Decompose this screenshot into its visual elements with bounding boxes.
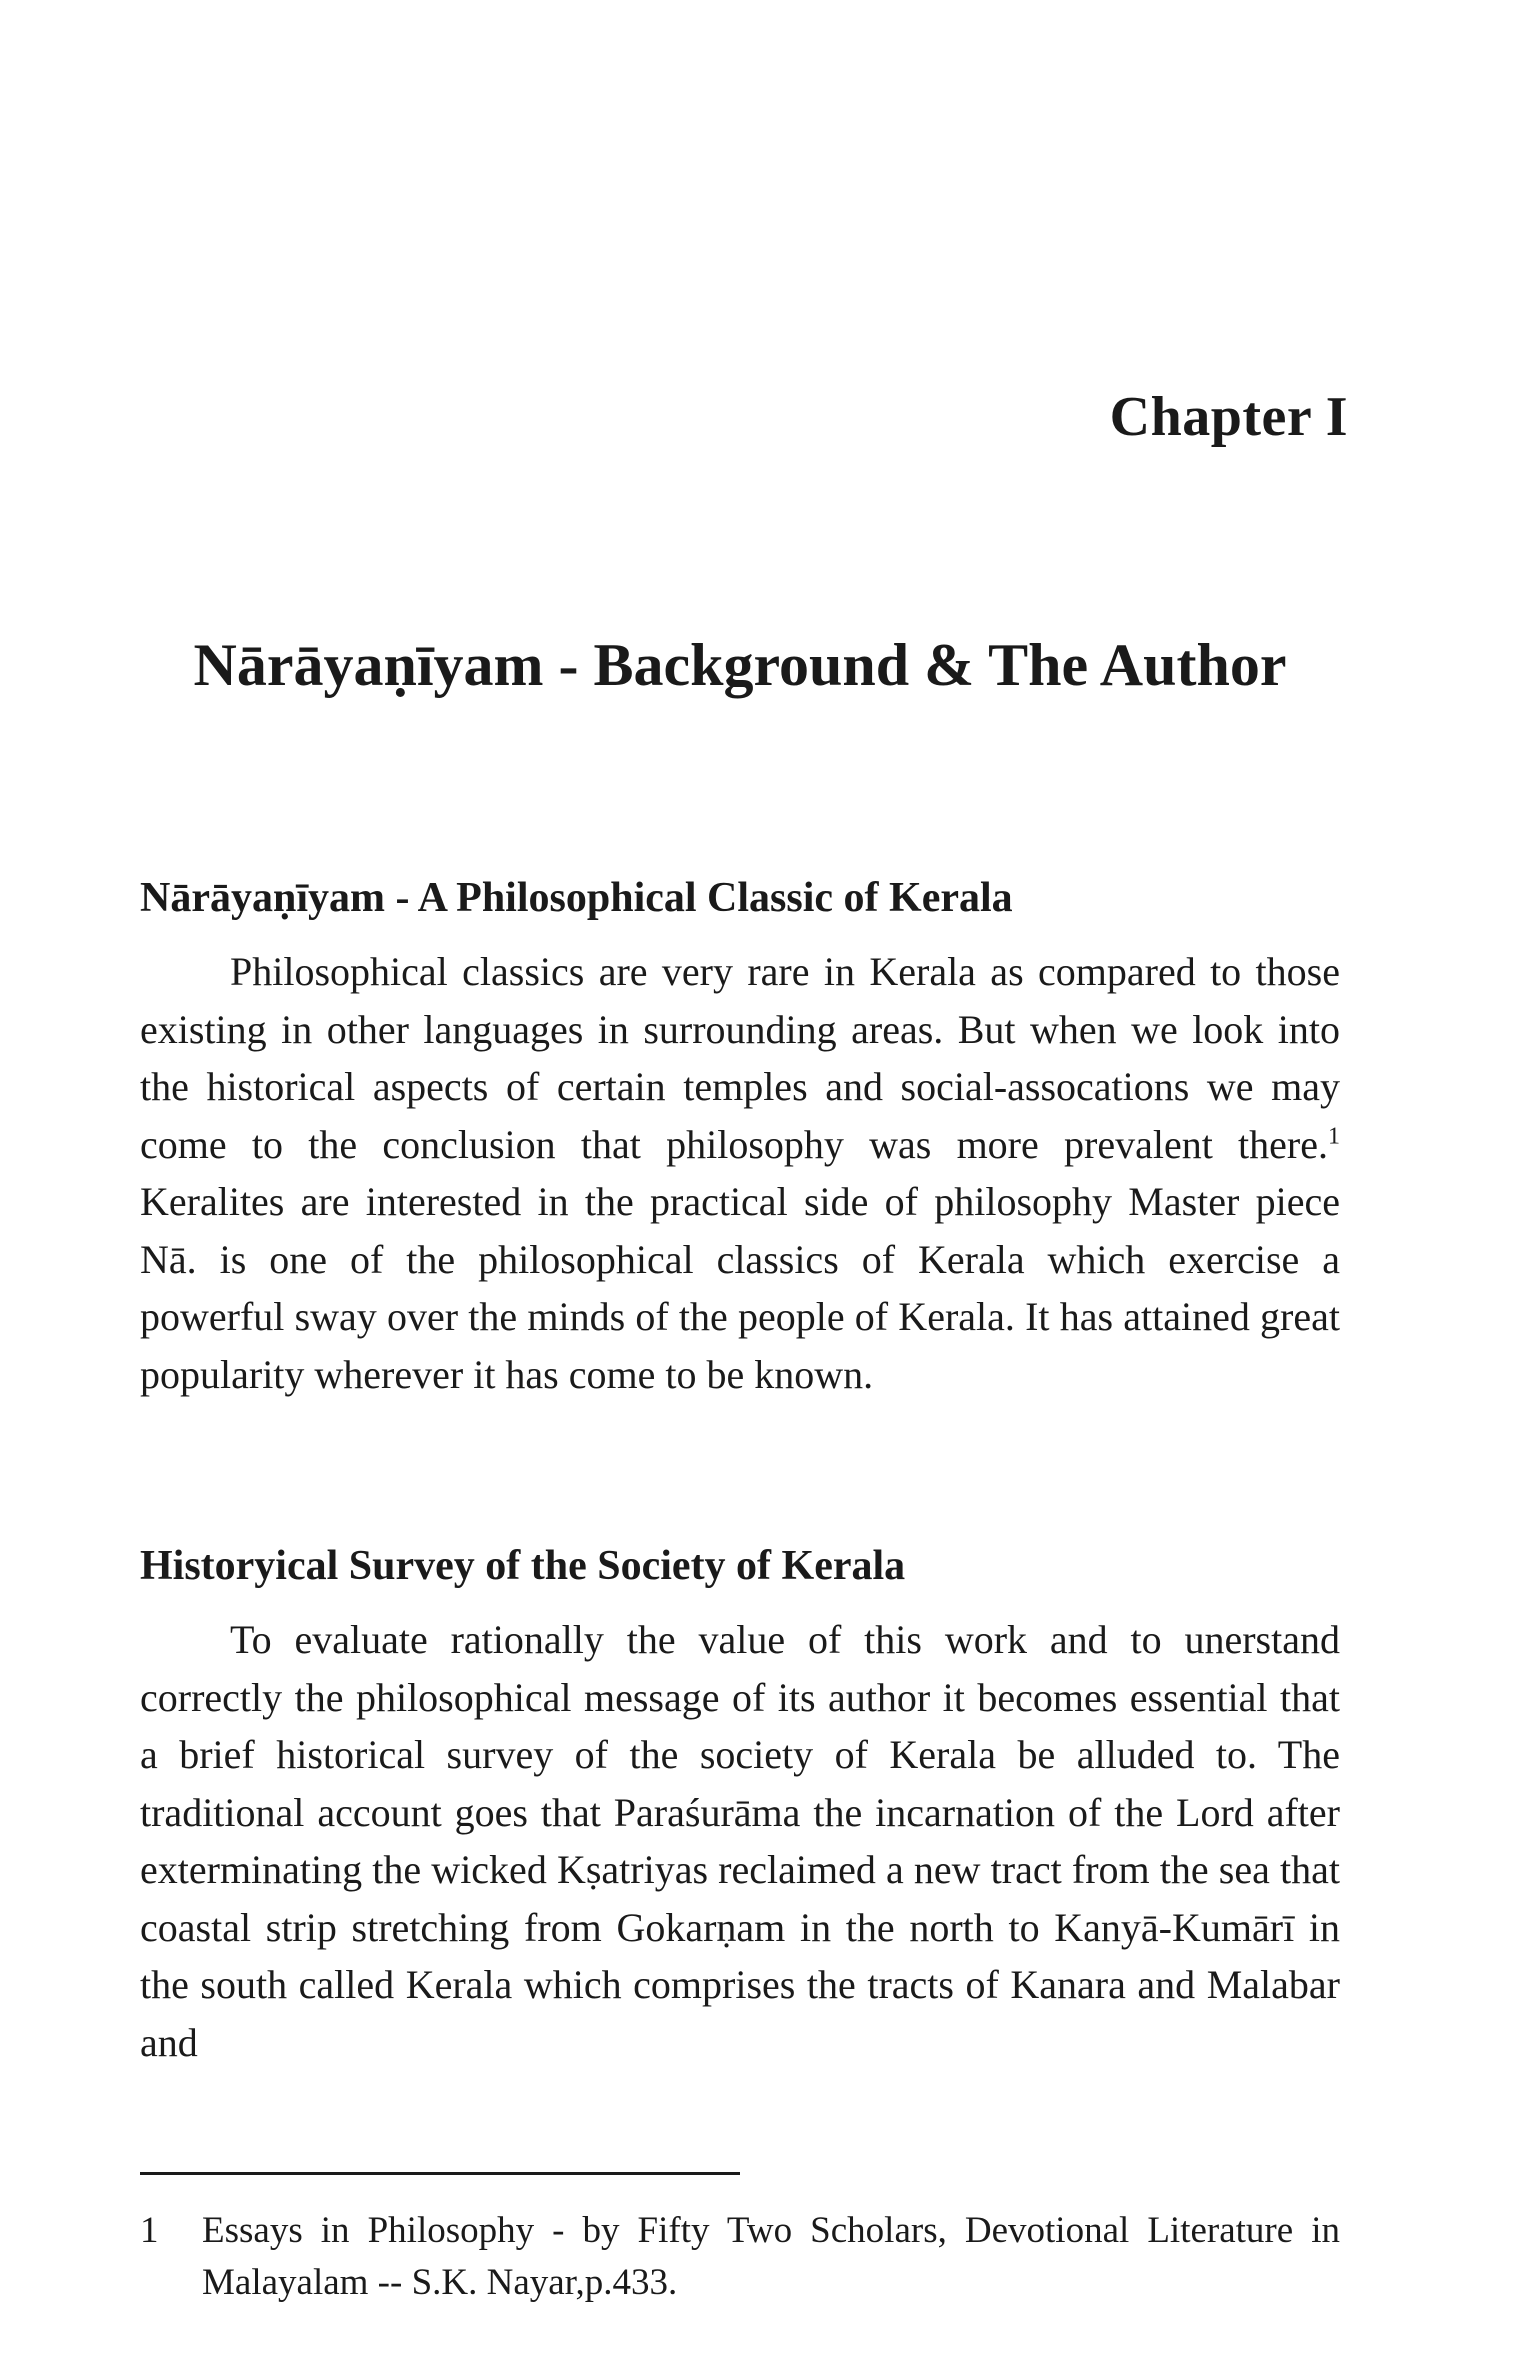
footnote-text: Essays in Philosophy - by Fifty Two Scholars, Devotional Literature in Malayalam -- S.K. Nayar,p.433.	[202, 2210, 1340, 2303]
footnote-marker: 1	[140, 2210, 159, 2251]
paragraph-text-before-note: Philosophical classics are very rare in Kerala as compared to those existing in other languages in surrounding areas. But when we look into the historical aspects of certain temples and social-assocations we may come to the conclusion that philosophy was more prevalent there.	[140, 949, 1340, 1167]
paragraph-philosophical-classic	[140, 943, 1340, 1403]
paragraph-historical-survey	[140, 1611, 1340, 2071]
section-heading-historical-survey: Historyical Survey of the Society of Kerala	[140, 1543, 906, 1589]
chapter-title: Nārāyaṇīyam - Background & The Author	[193, 632, 1287, 698]
section-heading-philosophical-classic: Nārāyaṇīyam - A Philosophical Classic of Kerala	[140, 875, 1013, 921]
paragraph-text-after-note: Keralites are interested in the practical side of philosophy Master piece Nā. is one of the philosophical classics of Kerala which exercise a powerful sway over the minds of the people of Kerala. It has attained great popularity wherever it has come to be known.	[140, 1179, 1340, 1397]
chapter-label: Chapter I	[1109, 386, 1348, 448]
footnote	[140, 2205, 1340, 2309]
footnote-divider	[140, 2172, 740, 2175]
footnote-reference: 1	[1328, 1123, 1340, 1150]
paragraph-text: To evaluate rationally the value of this work and to unerstand correctly the philosophical message of its author it becomes essential that a brief historical survey of the society of Kerala be alluded to. The traditional account goes that Paraśurāma the incarnation of the Lord after exterminating the wicked Kṣatriyas reclaimed a new tract from the sea that coastal strip stretching from Gokarṇam in the north to Kanyā-Kumārī in the south called Kerala which comprises the tracts of Kanara and Malabar and	[140, 1617, 1340, 2065]
